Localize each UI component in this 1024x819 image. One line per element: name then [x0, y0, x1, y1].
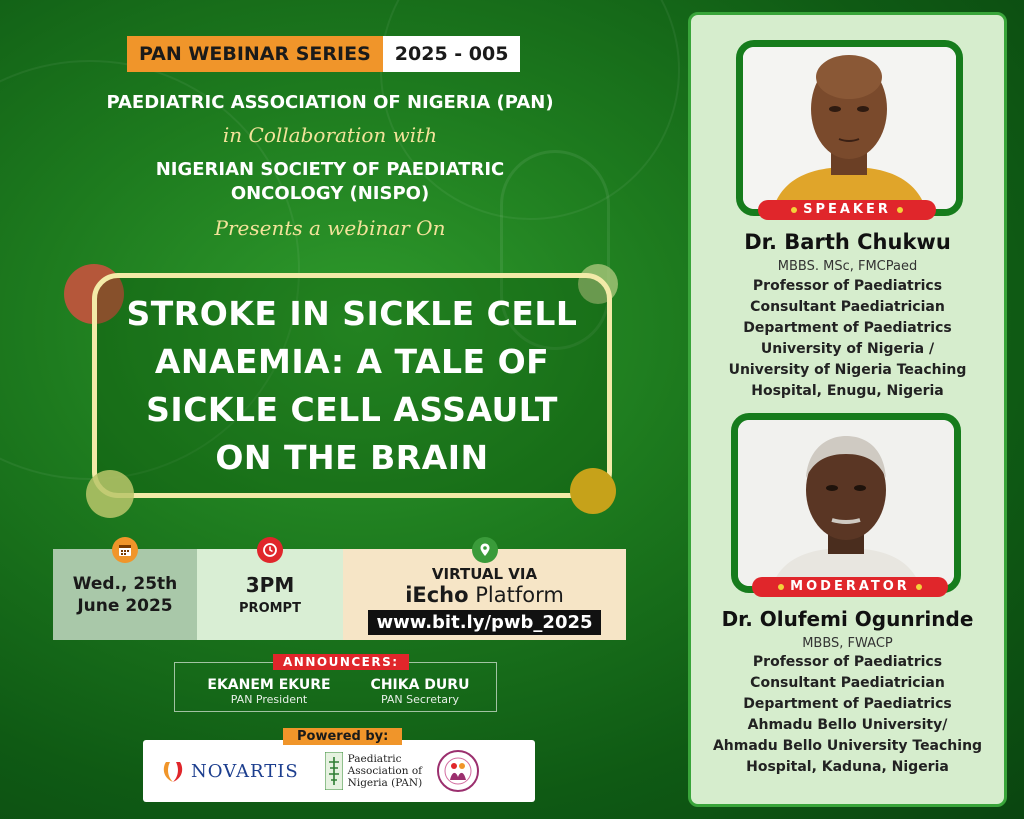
moderator-title-line: Ahmadu Bello University Teaching [712, 738, 983, 754]
speaker-title-line: Department of Paediatrics [743, 320, 952, 336]
speaker-title-line: Consultant Paediatrician [750, 299, 945, 315]
clock-icon [257, 537, 283, 563]
venue-via: VIRTUAL VIA [431, 564, 538, 583]
title-line-3: SICKLE CELL ASSAULT [146, 389, 558, 429]
announcers-label: ANNOUNCERS: [273, 654, 409, 670]
date-cell [53, 549, 197, 640]
moderator-title-line: Department of Paediatrics [743, 696, 952, 712]
powered-by-label: Powered by: [283, 728, 402, 745]
pan-logo-line-2: Association of [347, 765, 423, 777]
calendar-icon [112, 537, 138, 563]
webinar-title [117, 290, 587, 482]
event-details-row [53, 549, 626, 640]
speaker-role-tag [758, 200, 936, 220]
decorative-circle [86, 470, 134, 518]
series-label: PAN WEBINAR SERIES [127, 36, 383, 72]
partner-organization [20, 158, 640, 206]
pan-logo-icon [325, 752, 343, 790]
title-line-1: STROKE IN SICKLE CELL [126, 293, 578, 333]
speaker-portrait [743, 47, 956, 209]
novartis-wordmark: NOVARTIS [191, 760, 299, 782]
title-line-2: ANAEMIA: A TALE OF [154, 341, 550, 381]
pan-logo-line-3: Nigeria (PAN) [347, 777, 423, 789]
pan-logo-text [348, 753, 423, 789]
speaker-name: Dr. Barth Chukwu [744, 230, 951, 254]
moderator-qualifications: MBBS, FWACP [802, 636, 893, 651]
speaker-photo [736, 40, 963, 216]
platform-rest: Platform [468, 582, 564, 607]
location-pin-icon [472, 537, 498, 563]
moderator-photo [731, 413, 961, 593]
announcer-role: PAN Secretary [380, 693, 460, 706]
partner-line-1: NIGERIAN SOCIETY OF PAEDIATRIC [155, 159, 505, 180]
time-note: PROMPT [239, 601, 301, 616]
announcer-2 [355, 677, 485, 706]
speaker-qualifications: MBBS. MSc, FMCPaed [777, 259, 918, 274]
moderator-role-tag [752, 577, 948, 597]
speaker-title-line: University of Nigeria / [760, 341, 935, 357]
decorative-circle [570, 468, 616, 514]
announcer-name: EKANEM EKURE [207, 677, 331, 693]
moderator-name: Dr. Olufemi Ogunrinde [721, 607, 974, 631]
series-number: 2025 - 005 [383, 36, 521, 72]
time-cell [197, 549, 343, 640]
announcer-role: PAN President [230, 693, 308, 706]
date-line-2: June 2025 [77, 595, 173, 616]
platform-name [405, 583, 564, 607]
partner-line-2: ONCOLOGY (NISPO) [230, 183, 430, 204]
moderator-portrait [738, 420, 954, 586]
moderator-title-line: Consultant Paediatrician [750, 675, 945, 691]
announcer-name: CHIKA DURU [370, 677, 470, 693]
announcer-1 [189, 677, 349, 706]
collaboration-text: in Collaboration with [222, 123, 438, 147]
moderator-role: MODERATOR [790, 579, 910, 594]
novartis-logo-icon [161, 758, 185, 784]
sponsors-box [143, 740, 535, 802]
speaker-title-line: University of Nigeria Teaching [728, 362, 967, 378]
title-line-4: ON THE BRAIN [215, 437, 489, 477]
moderator-title-line: Hospital, Kaduna, Nigeria [746, 759, 949, 775]
nispo-logo-icon [436, 749, 480, 793]
event-time: 3PM [245, 573, 295, 597]
date-line-1: Wed., 25th [72, 573, 178, 594]
platform-bold: iEcho [405, 582, 469, 607]
webinar-series-badge [127, 36, 520, 72]
presents-text: Presents a webinar On [214, 216, 446, 240]
organizer-name: PAEDIATRIC ASSOCIATION OF NIGERIA (PAN) [106, 92, 554, 113]
moderator-title-line: Professor of Paediatrics [752, 654, 943, 670]
pan-logo-line-1: Paediatric [347, 753, 402, 765]
speaker-title-line: Professor of Paediatrics [752, 278, 943, 294]
webinar-title-box [92, 273, 612, 498]
speaker-role: SPEAKER [803, 202, 891, 217]
venue-cell [343, 549, 626, 640]
moderator-title-line: Ahmadu Bello University/ [747, 717, 948, 733]
registration-link[interactable]: www.bit.ly/pwb_2025 [368, 610, 600, 635]
speaker-title-line: Hospital, Enugu, Nigeria [751, 383, 944, 399]
